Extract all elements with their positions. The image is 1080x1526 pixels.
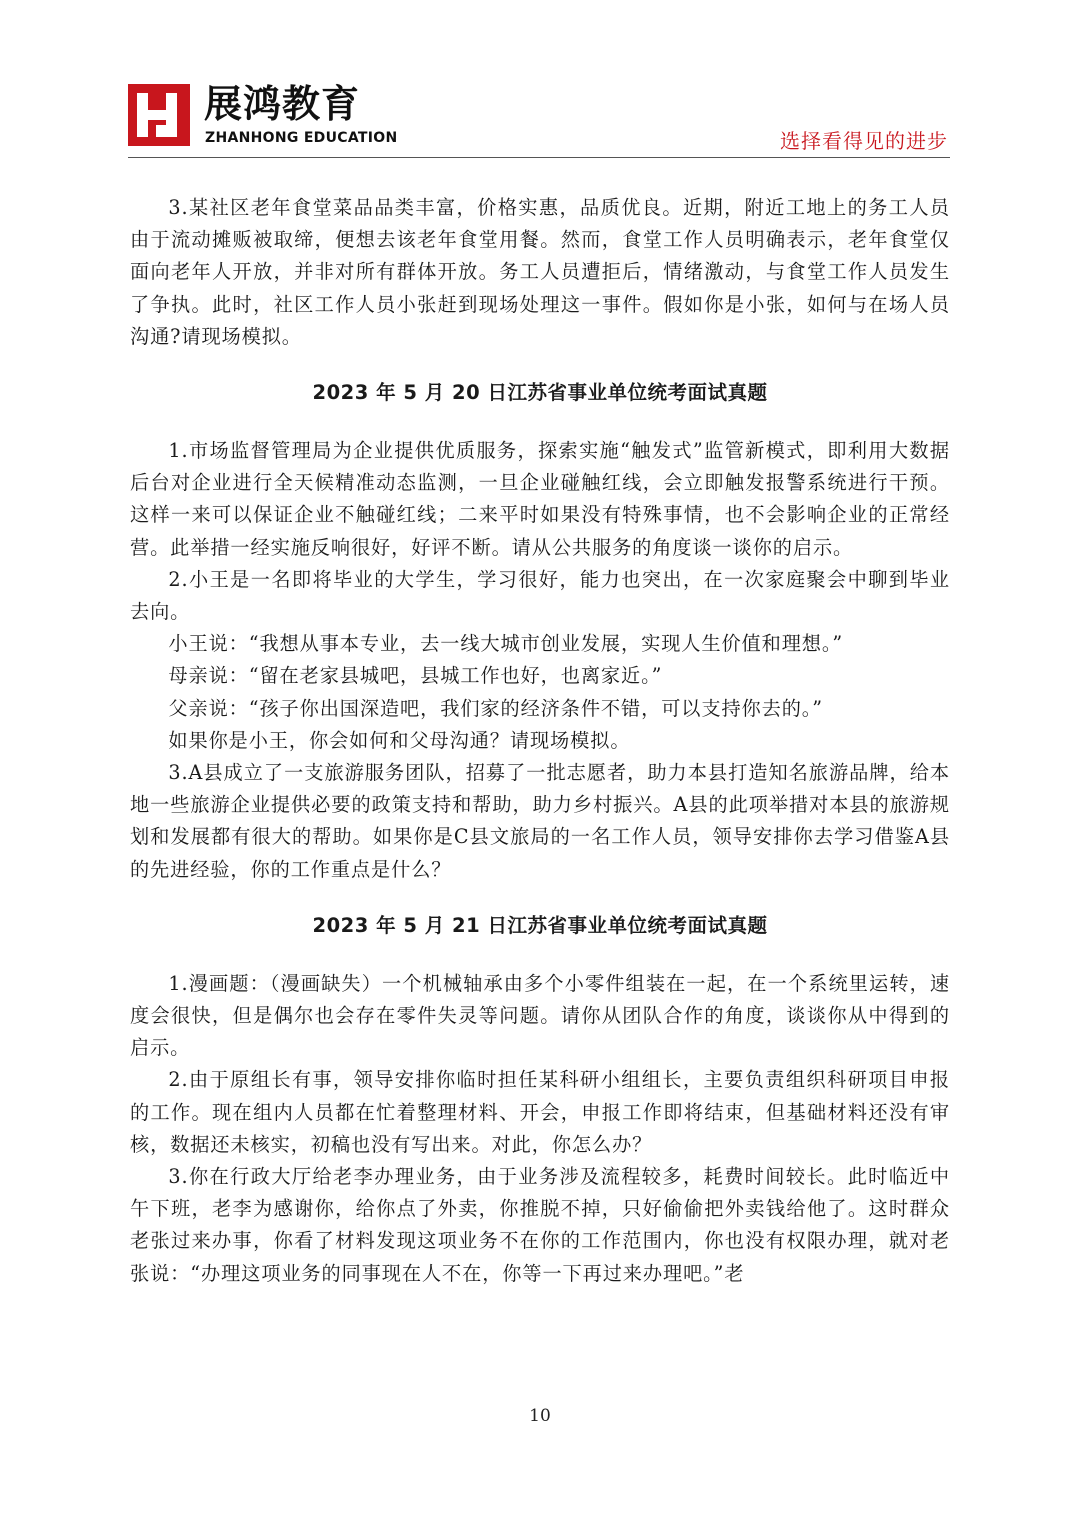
document-body <box>130 192 950 1290</box>
page-header <box>128 84 950 160</box>
section-heading: 2023 年 5 月 21 日江苏省事业单位统考面试真题 <box>312 913 768 937</box>
question-paragraph: 3.A县成立了一支旅游服务团队，招募了一批志愿者，助力本县打造知名旅游品牌，给本地一些旅游企业提供必要的政策支持和帮助，助力乡村振兴。A县的此项举措对本县的旅游规划和发展都有很大的帮助。如果你是C县文旅局的一名工作人员，领导安排你去学习借鉴A县的先进经验，你的工作重点是什么？ <box>130 761 950 881</box>
question-paragraph: 3.你在行政大厅给老李办理业务，由于业务涉及流程较多，耗费时间较长。此时临近中午下班，老李为感谢你，给你点了外卖，你推脱不掉，只好偷偷把外卖钱给他了。这时群众老张过来办事，你看了材料发现这项业务不在你的工作范围内，你也没有权限办理，就对老张说：“办理这项业务的同事现在人不在，你等一下再过来办理吧。”老 <box>130 1165 950 1285</box>
header-divider <box>128 157 950 158</box>
zhanhong-logo-icon <box>128 84 190 146</box>
spacer <box>130 409 950 435</box>
slogan: 选择看得见的进步 <box>780 129 948 153</box>
question-paragraph: 1.市场监督管理局为企业提供优质服务，探索实施“触发式”监管新模式，即利用大数据后台对企业进行全天候精准动态监测，一旦企业碰触红线，会立即触发报警系统进行干预。这样一来可以保证企业不触碰红线；二来平时如果没有特殊事情，也不会影响企业的正常经营。此举措一经实施反响很好，好评不断。请从公共服务的角度谈一谈你的启示。 <box>130 439 950 559</box>
page-number: 10 <box>529 1406 551 1426</box>
question-paragraph: 2.由于原组长有事，领导安排你临时担任某科研小组组长，主要负责组织科研项目申报的工作。现在组内人员都在忙着整理材料、开会，申报工作即将结束，但基础材料还没有审核，数据还未核实，初稿也没有写出来。对此，你怎么办？ <box>130 1068 950 1156</box>
spacer <box>130 886 950 910</box>
section-may-21 <box>130 910 950 1290</box>
section-heading: 2023 年 5 月 20 日江苏省事业单位统考面试真题 <box>312 381 768 405</box>
question-paragraph: 如果你是小王，你会如何和父母沟通？请现场模拟。 <box>168 728 631 752</box>
dialogue-line: 父亲说：“孩子你出国深造吧，我们家的经济条件不错，可以支持你去的。” <box>168 696 824 720</box>
section-previous-continued <box>130 192 950 353</box>
section-may-20 <box>130 377 950 886</box>
dialogue-line: 母亲说：“留在老家县城吧，县城工作也好，也离家近。” <box>168 664 663 688</box>
brand-name-en: ZHANHONG EDUCATION <box>205 130 398 146</box>
question-paragraph: 1.漫画题：（漫画缺失）一个机械轴承由多个小零件组装在一起，在一个系统里运转，速度会很快，但是偶尔也会存在零件失灵等问题。请你从团队合作的角度，谈谈你从中得到的启示。 <box>130 971 950 1060</box>
spacer <box>130 353 950 377</box>
brand-name-cn: 展鸿教育 <box>204 82 361 126</box>
question-paragraph: 3.某社区老年食堂菜品品类丰富，价格实惠，品质优良。近期，附近工地上的务工人员由于流动摊贩被取缔，便想去该老年食堂用餐。然而，食堂工作人员明确表示，老年食堂仅面向老年人开放，并非对所有群体开放。务工人员遭拒后，情绪激动，与食堂工作人员发生了争执。此时，社区工作人员小张赶到现场处理这一事件。假如你是小张，如何与在场人员沟通?请现场模拟。 <box>130 196 950 348</box>
spacer <box>130 942 950 968</box>
question-paragraph: 2.小王是一名即将毕业的大学生，学习很好，能力也突出，在一次家庭聚会中聊到毕业去向。 <box>130 567 950 624</box>
dialogue-line: 小王说：“我想从事本专业，去一线大城市创业发展，实现人生价值和理想。” <box>168 632 844 656</box>
